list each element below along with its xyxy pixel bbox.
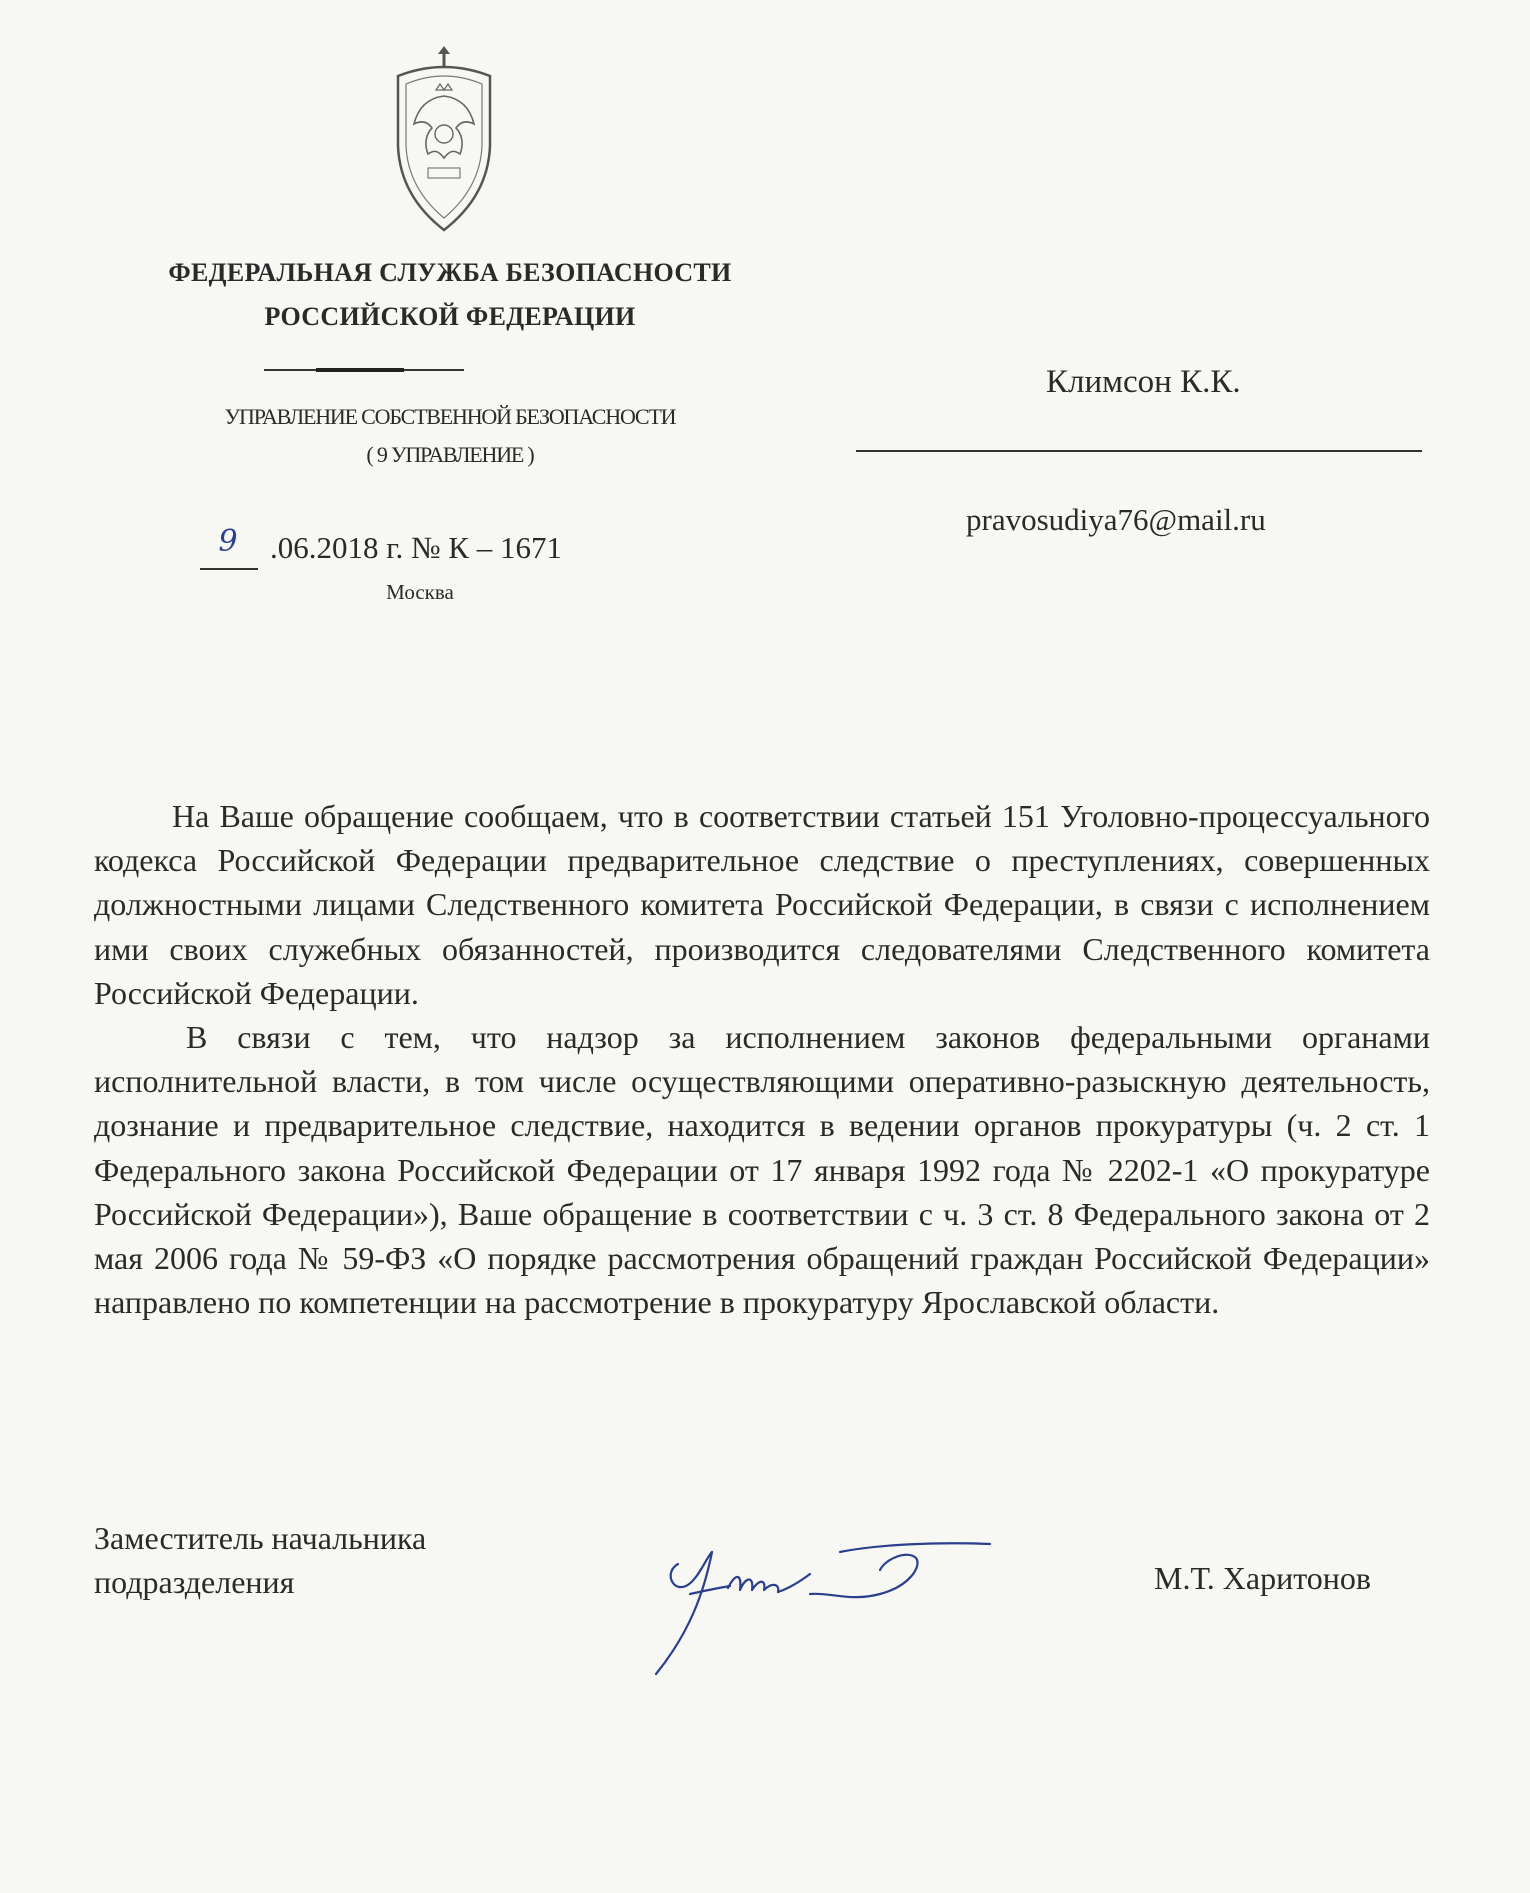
recipient-name: Климсон К.К. [1046, 364, 1241, 400]
recipient-email: pravosudiya76@mail.ru [966, 502, 1266, 537]
letter-body [94, 794, 1430, 1324]
signatory-title [94, 1516, 426, 1604]
header-divider-accent [316, 368, 404, 372]
signatory-title-line2: подразделения [94, 1564, 295, 1600]
registration-number [200, 524, 700, 574]
body-paragraph-1: На Ваше обращение сообщаем, что в соответствии статьей 151 Уголовно-процессуального кодекса Российской Федерации предварительное следствие о преступлениях, совершенных должностными лицами Следственного комитета Российской Федерации, в связи с исполнением ими своих служебных обязанностей, производится следователями Следственного комитета Российской Федерации. [94, 798, 1430, 1011]
handwritten-signature [650, 1532, 1010, 1682]
department-name: УПРАВЛЕНИЕ СОБСТВЕННОЙ БЕЗОПАСНОСТИ [224, 404, 676, 429]
city: Москва [386, 580, 454, 604]
date-day-underline [200, 568, 258, 570]
date-and-number: .06.2018 г. № К – 1671 [270, 530, 562, 565]
org-name-line1: ФЕДЕРАЛЬНАЯ СЛУЖБА БЕЗОПАСНОСТИ [168, 258, 732, 287]
fsb-emblem-icon [388, 46, 500, 236]
department-number: ( 9 УПРАВЛЕНИЕ ) [366, 442, 534, 467]
org-name-line2: РОССИЙСКОЙ ФЕДЕРАЦИИ [264, 302, 636, 331]
signatory-title-line1: Заместитель начальника [94, 1520, 427, 1556]
signatory-name: М.Т. Харитонов [1154, 1560, 1372, 1596]
recipient-underline [856, 450, 1422, 452]
date-day-handwritten: 9 [218, 524, 238, 559]
body-paragraph-2: В связи с тем, что надзор за исполнением законов федеральными органами исполнительной власти, в том числе осуществляющими оперативно-разыскную деятельность, дознание и предварительное следствие, находится в ведении органов прокуратуры (ч. 2 ст. 1 Федерального закона Российской Федерации от 17 января 1992 года № 2202-1 «О прокуратуре Российской Федерации»), Ваше обращение в соответствии с ч. 3 ст. 8 Федерального закона от 2 мая 2006 года № 59-ФЗ «О порядке рассмотрения обращений граждан Российской Федерации» направлено по компетенции на рассмотрение в прокуратуру Ярославской области. [94, 1019, 1430, 1321]
